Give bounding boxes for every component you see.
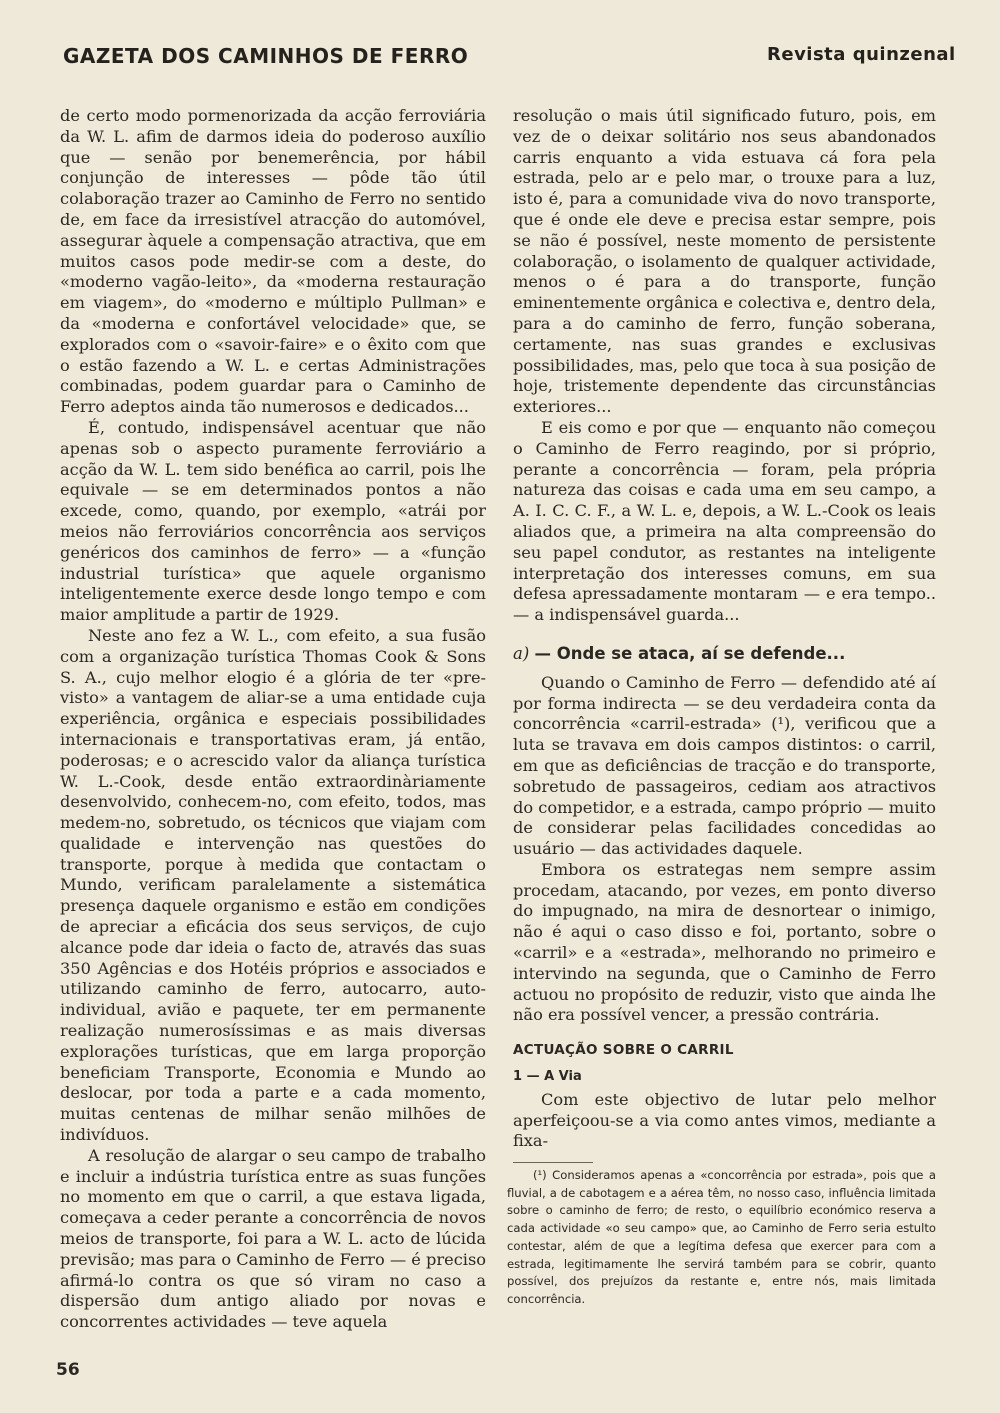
section-title: — Onde se ataca, aí se defende... [534,643,846,663]
right-paragraph-3: Quando o Caminho de Ferro — defendido até aí por forma indirecta — se deu verdadeira conta da concorrência «carril-estrada» (¹), verificou que a luta se travava em dois campos distintos: o carril, em que as deficiências de tracção e do transporte, sobretudo de passageiros, cediam aos atractivos do competidor, e a estrada, campo próprio — muito de considerar pelas facilidades concedidas ao usuário — das actividades daquele. [513,672,936,859]
left-column [60,106,486,1333]
section-letter: a) [513,643,530,663]
right-paragraph-4: Embora os estrategas nem sempre assim procedam, atacando, por vezes, em ponto diverso do impugnado, na mira de desnortear o inimigo, não é aqui o caso disso e foi, portanto, sobre o «carril» e a «estrada», melhorando no primeiro e intervindo na segunda, que o Caminho de Ferro actuou no propósito de reduzir, visto que ainda lhe não era possível vencer, a pressão contrária. [513,859,936,1025]
magazine-subtitle: Revista quinzenal [767,44,956,65]
magazine-title: GAZETA DOS CAMINHOS DE FERRO [63,44,469,68]
right-paragraph-1: resolução o mais útil significado futuro, pois, em vez de o deixar solitário nos seus abandonados carris enquanto a vida estuava cá fora pela estrada, pelo ar e pelo mar, o trouxe para a luz, isto é, para a comunidade viva do novo transporte, que é onde ele deve e precisa estar sempre, pois se não é possível, neste momento de persistente colaboração, o isolamento de qualquer actividade, menos o é para a do transporte, função eminentemente orgânica e colectiva e, dentro dela, para a do caminho de ferro, função soberana, certamente, nas suas grandes e exclusivas possibilidades, mas, pelo que toca à sua posição de hoje, tristemente dependente das circunstâncias exteriores... [513,106,936,417]
left-paragraph-2: É, contudo, indispensável acentuar que não apenas sob o aspecto puramente ferroviário a acção da W. L. tem sido benéfica ao carril, pois lhe equivale — se em determinados pontos a não excede, como, quando, por exemplo, «atrái por meios não ferroviários concorrência aos serviços genéricos dos caminhos de ferro» — a «função industrial turística» que aquele organismo inteligentemente exerce desde longo tempo e com maior amplitude a partir de 1929. [60,417,486,625]
footnote [507,1167,936,1309]
left-paragraph-3: Neste ano fez a W. L., com efeito, a sua fusão com a organização turística Thomas Cook & Sons S. A., cujo melhor elogio é a glória de ter «pre-visto» a vantagem de aliar-se a uma entidade cuja experiência, orgânica e especiais possibilidades internacionais e transportativas eram, já então, poderosas; e o acrescido valor da aliança turística W. L.-Cook, desde então extraordinàriamente desenvolvido, conhecem-no, com efeito, todos, mas medem-no, sobretudo, os técnicos que viajam com qualidade e intervenção nas questões do transporte, porque à medida que contactam o Mundo, verificam paralelamente a sistemática presença daquele organismo e estão em condições de apreciar a eficácia dos seus serviços, de cujo alcance pode dar ideia o facto de, através das suas 350 Agências e dos Hotéis próprios e associados e utilizando caminho de ferro, autocarro, auto-individual, avião e paquete, ter em permanente realização numerosíssimas e as mais diversas explorações turísticas, que em larga proporção beneficiam Transporte, Economia e Mundo ao deslocar, por toda a parte e a cada momento, muitas centenas de milhar senão milhões de indivíduos. [60,625,486,1145]
right-paragraph-2: E eis como e por que — enquanto não começou o Caminho de Ferro reagindo, por si próprio, perante a concorrência — foram, pela própria natureza das coisas e cada uma em seu campo, a A. I. C. C. F., a W. L. e, depois, a W. L.-Cook os leais aliados que, a primeira na alta compreensão do seu papel condutor, as restantes na inteligente interpretação dos interesses comuns, em sua defesa apressadamente montaram — e era tempo.. — a indispensável guarda... [513,417,936,625]
footnote-divider [513,1162,593,1163]
footnote-text: (¹) Consideramos apenas a «concorrência por estrada», pois que a fluvial, a de cabotagem e a aérea têm, no nosso caso, influência limitada sobre o caminho de ferro; de resto, o equilíbrio económico reserva a cada actividade «o seu campo» que, ao Caminho de Ferro seria estulto contestar, além de que a legítima defesa que exercer para com a estrada, legitimamente lhe servirá também para se cobrir, quanto possível, dos prejuízos da restante e, entre nós, mais limitada concorrência. [507,1168,936,1306]
subheading-via: 1 — A Via [513,1069,582,1085]
left-paragraph-1: de certo modo pormenorizada da acção ferroviária da W. L. afim de darmos ideia do poderoso auxílio que — senão por benemerência, por hábil conjunção de interesses — pôde tão útil colaboração trazer ao Caminho de Ferro no sentido de, em face da irresistível atracção do automóvel, assegurar àquele a compensação atractiva, que em muitos casos pode medir-se com a deste, do «moderno vagão-leito», da «moderna restauração em viagem», do «moderno e múltiplo Pullman» e da «moderna e confortável velocidade» que, se explorados com o «savoir-faire» e o êxito com que o estão fazendo a W. L. e certas Administrações combinadas, podem guardar para o Caminho de Ferro adeptos ainda tão numerosos e dedicados... [60,106,486,417]
right-paragraph-5: Com este objectivo de lutar pelo melhor aperfeiçoou-se a via como antes vimos, mediante a fixa- [513,1089,936,1151]
subheading-carril: ACTUAÇÃO SOBRE O CARRIL [513,1042,734,1059]
right-column [513,106,936,1152]
section-heading [513,644,936,665]
page-number: 56 [56,1360,80,1380]
left-paragraph-4: A resolução de alargar o seu campo de trabalho e incluir a indústria turística entre as suas funções no momento em que o carril, a que estava ligada, começava a ceder perante a concorrência de novos meios de transporte, foi para a W. L. acto de lúcida previsão; mas para o Caminho de Ferro — é preciso afirmá-lo contra os que só viram no caso a dispersão dum antigo aliado por novas e concorrentes actividades — teve aquela [60,1145,486,1332]
